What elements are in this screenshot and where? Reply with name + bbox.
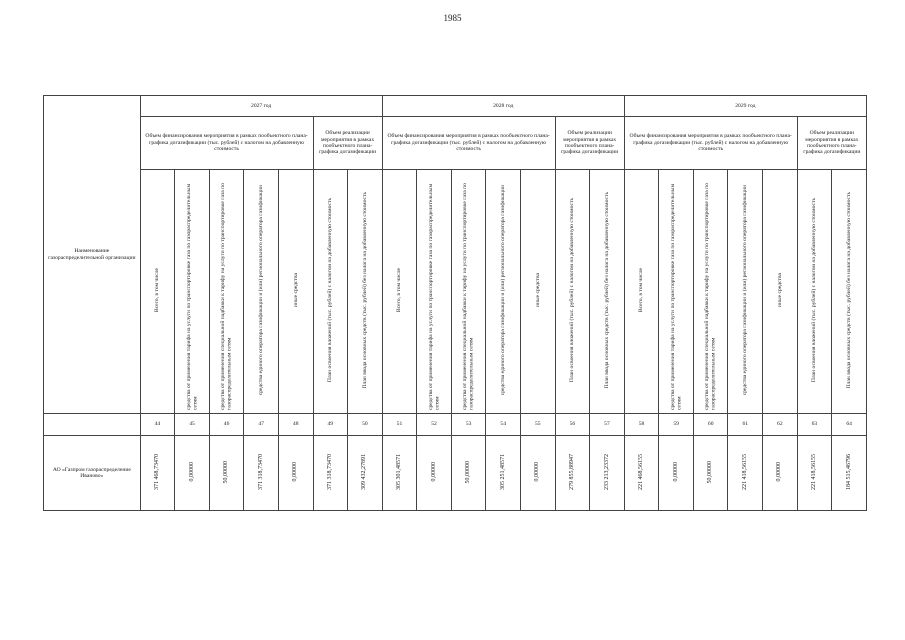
column-number: 57 [590, 414, 625, 436]
column-number: 59 [659, 414, 694, 436]
value-cell: 279 855,88947 [555, 436, 590, 511]
column-number-blank [44, 414, 141, 436]
sub-header-other: иные средства [763, 170, 798, 414]
value-cell: 221 418,56155 [728, 436, 763, 511]
column-number: 46 [209, 414, 244, 436]
realization-group-header: Объем реализации мероприятия в рамках пообъектного плана-графика догазификации [555, 117, 624, 170]
value-cell: 221 418,56155 [797, 436, 832, 511]
sub-header-investment-plan: План освоения вложений (тыс. рублей) с налогом на добавленную стоимость [797, 170, 832, 414]
value-cell: 305 251,48571 [486, 436, 521, 511]
value-cell: 0,00000 [763, 436, 798, 511]
sub-header-other: иные средства [521, 170, 556, 414]
value-cell: 0,00000 [278, 436, 313, 511]
realization-group-header: Объем реализации мероприятия в рамках пообъектного плана-графика догазификации [313, 117, 382, 170]
org-name-cell: АО «Газпром газораспределение Иваново» [44, 436, 141, 511]
year-header-2027: 2027 год [140, 96, 382, 117]
column-number: 63 [797, 414, 832, 436]
column-number: 61 [728, 414, 763, 436]
value-cell: 184 515,46796 [832, 436, 867, 511]
sub-header-surcharge: средства от применения специальной надбавки к тарифу на услуги по транспортировке газа по газораспределительным сетям [451, 170, 486, 414]
column-number: 60 [693, 414, 728, 436]
sub-header-total: Всего, в том числе [382, 170, 417, 414]
value-cell: 371 318,73470 [244, 436, 279, 511]
sub-header-commissioning-plan: План ввода основных средств (тыс. рублей) без налога на добавленную стоимость [590, 170, 625, 414]
page-number: 1985 [443, 13, 462, 23]
value-cell: 0,00000 [521, 436, 556, 511]
column-number: 56 [555, 414, 590, 436]
column-number: 64 [832, 414, 867, 436]
sub-header-tariff: средства от применения тарифа на услуги по транспортировке газа по газораспределительным сетям [175, 170, 210, 414]
value-cell: 50,00000 [209, 436, 244, 511]
value-cell: 0,00000 [175, 436, 210, 511]
table-row [44, 436, 867, 511]
value-cell: 309 432,27891 [348, 436, 383, 511]
column-number: 62 [763, 414, 798, 436]
value-cell: 50,00000 [451, 436, 486, 511]
value-cell: 371 468,73470 [140, 436, 175, 511]
column-number: 51 [382, 414, 417, 436]
column-number: 55 [521, 414, 556, 436]
column-number: 54 [486, 414, 521, 436]
sub-header-total: Всего, в том числе [140, 170, 175, 414]
column-number: 45 [175, 414, 210, 436]
year-header-2028: 2028 год [382, 96, 624, 117]
value-cell: 0,00000 [659, 436, 694, 511]
value-cell: 233 213,23372 [590, 436, 625, 511]
sub-header-investment-plan: План освоения вложений (тыс. рублей) с налогом на добавленную стоимость [313, 170, 348, 414]
value-cell: 371 318,73470 [313, 436, 348, 511]
column-number: 47 [244, 414, 279, 436]
org-column-header: Наименование газораспределительной организации [44, 96, 141, 414]
column-number: 52 [417, 414, 452, 436]
sub-header-operator: средства единого оператора газификации и (или) регионального оператора газификации [244, 170, 279, 414]
value-cell: 221 468,56155 [624, 436, 659, 511]
sub-header-total: Всего, в том числе [624, 170, 659, 414]
column-number: 48 [278, 414, 313, 436]
column-number: 44 [140, 414, 175, 436]
sub-header-tariff: средства от применения тарифа на услуги по транспортировке газа по газораспределительным сетям [659, 170, 694, 414]
sub-header-tariff: средства от применения тарифа на услуги по транспортировке газа по газораспределительным сетям [417, 170, 452, 414]
value-cell: 50,00000 [693, 436, 728, 511]
year-header-2029: 2029 год [624, 96, 866, 117]
sub-header-surcharge: средства от применения специальной надбавки к тарифу на услуги по транспортировке газа по газораспределительным сетям [693, 170, 728, 414]
column-number: 50 [348, 414, 383, 436]
financing-group-header: Объем финансирования мероприятия в рамках пообъектного плана-графика догазификации (тыс. рублей) с налогом на добавленную стоимость [624, 117, 797, 170]
column-number: 49 [313, 414, 348, 436]
financing-group-header: Объем финансирования мероприятия в рамках пообъектного плана-графика догазификации (тыс. рублей) с налогом на добавленную стоимость [140, 117, 313, 170]
sub-header-operator: средства единого оператора газификации и (или) регионального оператора газификации [486, 170, 521, 414]
sub-header-commissioning-plan: План ввода основных средств (тыс. рублей) без налога на добавленную стоимость [832, 170, 867, 414]
realization-group-header: Объем реализации мероприятия в рамках пообъектного плана-графика догазификации [797, 117, 866, 170]
sub-header-commissioning-plan: План ввода основных средств (тыс. рублей) без налога на добавленную стоимость [348, 170, 383, 414]
sub-header-investment-plan: План освоения вложений (тыс. рублей) с налогом на добавленную стоимость [555, 170, 590, 414]
sub-header-operator: средства единого оператора газификации и (или) регионального оператора газификации [728, 170, 763, 414]
financing-group-header: Объем финансирования мероприятия в рамках пообъектного плана-графика догазификации (тыс. рублей) с налогом на добавленную стоимость [382, 117, 555, 170]
gasification-table [43, 95, 867, 511]
column-number: 58 [624, 414, 659, 436]
value-cell: 305 301,48571 [382, 436, 417, 511]
value-cell: 0,00000 [417, 436, 452, 511]
sub-header-surcharge: средства от применения специальной надбавки к тарифу на услуги по транспортировке газа по газораспределительным сетям [209, 170, 244, 414]
column-number: 53 [451, 414, 486, 436]
sub-header-other: иные средства [278, 170, 313, 414]
